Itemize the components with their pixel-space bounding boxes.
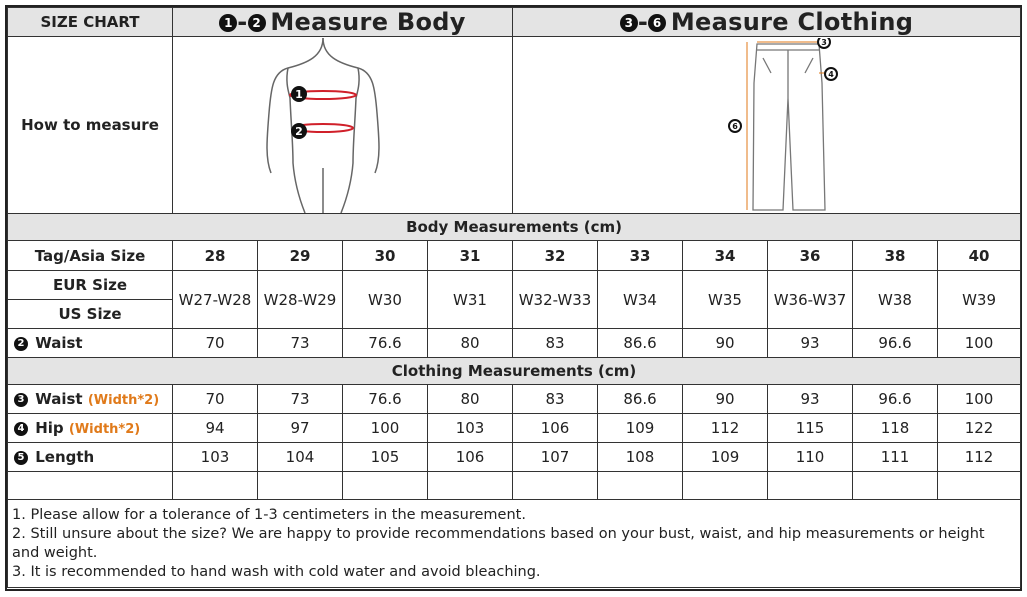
badge-2: 2 [248, 14, 266, 32]
badge-3: 3 [14, 393, 28, 407]
hip-cell: 115 [768, 414, 853, 443]
eur-us-cell: W34 [598, 271, 683, 329]
length-cell: 106 [428, 443, 513, 472]
hip-cell: 118 [853, 414, 938, 443]
us-size-label: US Size [8, 300, 173, 329]
waist-cloth-cell: 96.6 [853, 385, 938, 414]
sizes-cell: 30 [343, 241, 428, 271]
sizes-cell: 38 [853, 241, 938, 271]
body-marker-2: 2 [295, 124, 303, 138]
waist-cloth-cell: 90 [683, 385, 768, 414]
sizes-cell: 31 [428, 241, 513, 271]
eur-us-cell: W31 [428, 271, 513, 329]
body-figure-illustration [173, 38, 512, 213]
badge-3: 3 [620, 14, 638, 32]
size-chart-title: SIZE CHART [8, 8, 173, 37]
empty-cell [428, 472, 513, 500]
waist-body-cell: 90 [683, 329, 768, 358]
empty-cell [513, 472, 598, 500]
eur-us-cell: W35 [683, 271, 768, 329]
badge-1: 1 [219, 14, 237, 32]
eur-us-cell: W30 [343, 271, 428, 329]
waist-cloth-cell: 73 [258, 385, 343, 414]
pants-marker-3: 3 [821, 37, 827, 47]
pants-figure-cell [513, 37, 1021, 214]
empty-row [8, 472, 1021, 500]
length-cell: 107 [513, 443, 598, 472]
empty-cell [768, 472, 853, 500]
length-cell: 105 [343, 443, 428, 472]
waist-body-cell: 96.6 [853, 329, 938, 358]
measure-clothing-title: Measure Clothing [670, 8, 914, 36]
sizes-cell: 32 [513, 241, 598, 271]
length-cell: 112 [938, 443, 1021, 472]
sizes-cell: 34 [683, 241, 768, 271]
length-row [8, 443, 1021, 472]
length-label [8, 443, 173, 472]
eur-us-cell: W28-W29 [258, 271, 343, 329]
size-chart [5, 5, 1022, 591]
body-marker-1: 1 [295, 87, 303, 101]
waist-cloth-cell: 80 [428, 385, 513, 414]
empty-cell [938, 472, 1021, 500]
length-cell: 104 [258, 443, 343, 472]
hip-text: Hip [35, 419, 64, 437]
hip-cell: 94 [173, 414, 258, 443]
sizes-cell: 28 [173, 241, 258, 271]
hip-cell: 122 [938, 414, 1021, 443]
length-cell: 108 [598, 443, 683, 472]
empty-cell [853, 472, 938, 500]
waist-body-cell: 100 [938, 329, 1021, 358]
body-figure-cell [173, 37, 513, 214]
tag-size-row [8, 241, 1021, 271]
sizes-cell: 36 [768, 241, 853, 271]
note-line: 3. It is recommended to hand wash with cold water and avoid bleaching. [12, 564, 541, 580]
eur-us-cell: W32-W33 [513, 271, 598, 329]
waist-body-cell: 70 [173, 329, 258, 358]
body-measurements-heading: Body Measurements (cm) [8, 214, 1021, 241]
waist-cloth-cell: 100 [938, 385, 1021, 414]
empty-cell [8, 472, 173, 500]
clothing-measurements-heading: Clothing Measurements (cm) [8, 358, 1021, 385]
waist-text: Waist [35, 334, 83, 352]
pants-marker-4: 4 [828, 69, 834, 79]
notes-cell [8, 500, 1021, 588]
badge-4: 4 [14, 422, 28, 436]
eur-us-cell: W36-W37 [768, 271, 853, 329]
length-cell: 110 [768, 443, 853, 472]
waist-cloth-cell: 93 [768, 385, 853, 414]
pants-illustration [513, 38, 1021, 213]
empty-cell [343, 472, 428, 500]
eur-size-row [8, 271, 1021, 300]
empty-cell [173, 472, 258, 500]
pants-marker-6: 6 [732, 121, 738, 131]
waist-body-cell: 80 [428, 329, 513, 358]
clothing-waist-row [8, 385, 1021, 414]
measure-body-title: Measure Body [270, 8, 466, 36]
measure-body-heading: 1 - 2 Measure Body [173, 8, 513, 37]
measure-clothing-heading: 3 - 6 Measure Clothing [513, 8, 1021, 37]
waist-text: Waist [35, 390, 83, 408]
badge-6: 6 [648, 14, 666, 32]
waist-body-cell: 73 [258, 329, 343, 358]
length-cell: 109 [683, 443, 768, 472]
body-waist-row [8, 329, 1021, 358]
length-cell: 111 [853, 443, 938, 472]
sizes-cell: 29 [258, 241, 343, 271]
waist-body-cell: 76.6 [343, 329, 428, 358]
waist-body-cell: 86.6 [598, 329, 683, 358]
hip-cell: 103 [428, 414, 513, 443]
how-to-measure-label: How to measure [8, 37, 173, 214]
clothing-waist-label [8, 385, 173, 414]
waist-body-cell: 83 [513, 329, 598, 358]
width-note: (Width*2) [68, 422, 141, 437]
width-note: (Width*2) [87, 393, 160, 408]
hip-label [8, 414, 173, 443]
sizes-cell: 40 [938, 241, 1021, 271]
hip-cell: 100 [343, 414, 428, 443]
body-waist-label [8, 329, 173, 358]
eur-size-label: EUR Size [8, 271, 173, 300]
eur-us-cell: W39 [938, 271, 1021, 329]
sizes-cell: 33 [598, 241, 683, 271]
hip-cell: 112 [683, 414, 768, 443]
eur-us-cell: W38 [853, 271, 938, 329]
waist-cloth-cell: 76.6 [343, 385, 428, 414]
waist-cloth-cell: 86.6 [598, 385, 683, 414]
hip-row [8, 414, 1021, 443]
badge-5: 5 [14, 451, 28, 465]
empty-cell [683, 472, 768, 500]
hip-cell: 97 [258, 414, 343, 443]
hip-cell: 109 [598, 414, 683, 443]
hip-cell: 106 [513, 414, 598, 443]
note-line: 2. Still unsure about the size? We are happy to provide recommendations based on your bust, waist, and hip measurements or height and weight. [12, 526, 985, 561]
length-text: Length [35, 448, 95, 466]
tag-size-label: Tag/Asia Size [8, 241, 173, 271]
waist-cloth-cell: 83 [513, 385, 598, 414]
waist-body-cell: 93 [768, 329, 853, 358]
length-cell: 103 [173, 443, 258, 472]
size-table [7, 7, 1021, 588]
badge-2: 2 [14, 337, 28, 351]
note-line: 1. Please allow for a tolerance of 1-3 centimeters in the measurement. [12, 507, 526, 523]
waist-cloth-cell: 70 [173, 385, 258, 414]
empty-cell [258, 472, 343, 500]
empty-cell [598, 472, 683, 500]
eur-us-cell: W27-W28 [173, 271, 258, 329]
